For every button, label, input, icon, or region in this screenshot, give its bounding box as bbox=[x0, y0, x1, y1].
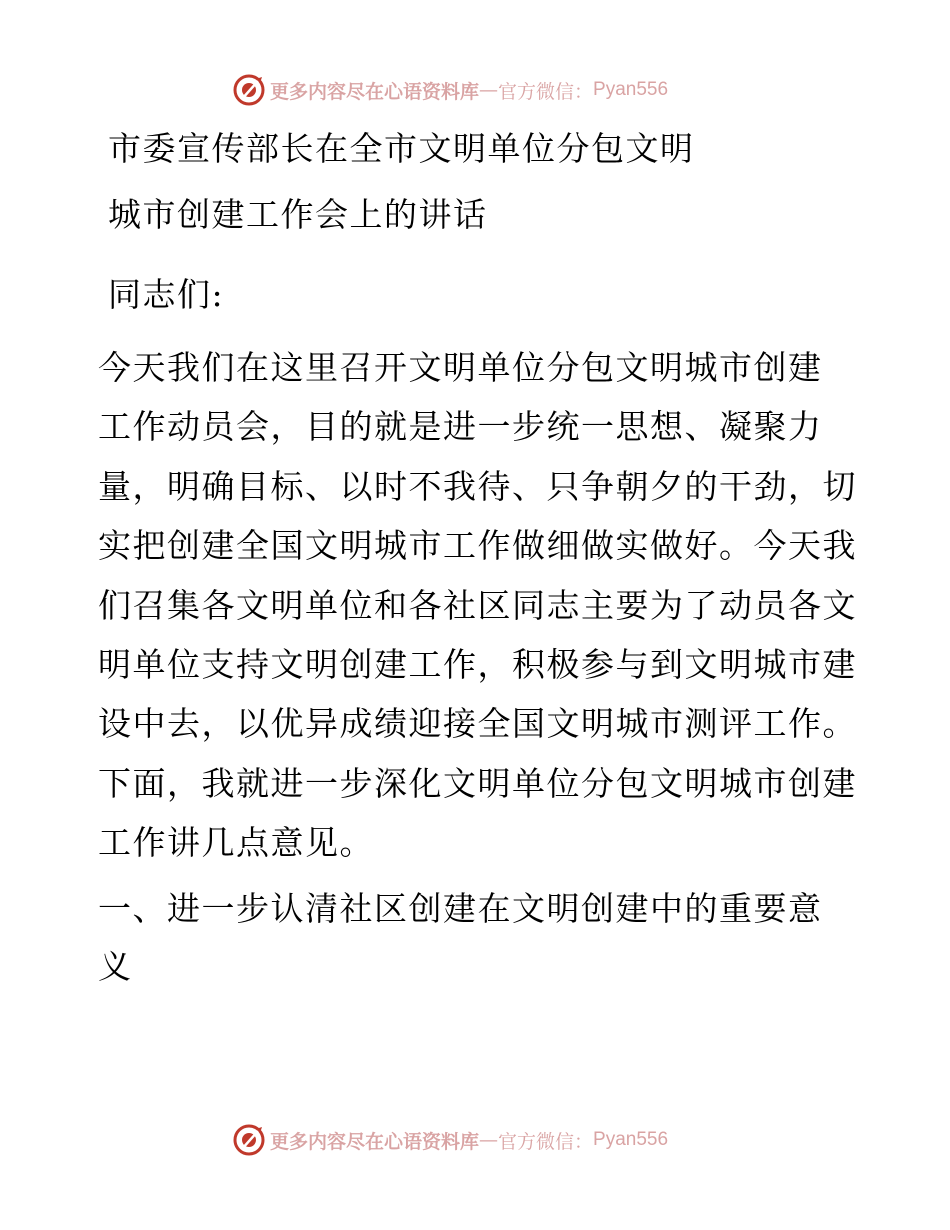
paragraph-line: 工作讲几点意见。 bbox=[98, 823, 374, 863]
banner-wechat-id: Pyan556 bbox=[593, 79, 669, 100]
section-heading-line: 一、进一步认清社区创建在文明创建中的重要意 bbox=[98, 889, 823, 928]
brand-logo-icon bbox=[232, 73, 266, 107]
section-heading-line: 义 bbox=[98, 947, 133, 986]
paragraph-line: 下面，我就进一步深化文明单位分包文明城市创建 bbox=[98, 763, 857, 803]
banner-main-text: 更多内容尽在心语资料库 bbox=[270, 1130, 480, 1153]
header-watermark bbox=[232, 70, 722, 110]
paragraph-line: 量，明确目标、以时不我待、只争朝夕的干劲，切 bbox=[98, 466, 857, 506]
paragraph-line: 们召集各文明单位和各社区同志主要为了动员各文 bbox=[98, 585, 857, 625]
footer-watermark bbox=[232, 1120, 722, 1160]
banner-official-text: 官方微信： bbox=[498, 1130, 594, 1153]
document-title-line-2: 城市创建工作会上的讲话 bbox=[108, 195, 488, 234]
document-title-line-1: 市委宣传部长在全市文明单位分包文明 bbox=[108, 129, 695, 168]
paragraph-line: 明单位支持文明创建工作，积极参与到文明城市建 bbox=[98, 644, 857, 684]
paragraph-line: 设中去，以优异成绩迎接全国文明城市测评工作。 bbox=[98, 704, 857, 744]
intro-paragraph bbox=[98, 338, 858, 873]
banner-main-text: 更多内容尽在心语资料库 bbox=[270, 80, 480, 103]
brand-logo-icon bbox=[232, 1123, 266, 1157]
paragraph-line: 工作动员会，目的就是进一步统一思想、凝聚力 bbox=[98, 407, 823, 447]
banner-wechat-id: Pyan556 bbox=[593, 1129, 669, 1150]
salutation: 同志们: bbox=[108, 275, 225, 314]
banner-dash: — bbox=[479, 1129, 499, 1151]
paragraph-line: 今天我们在这里召开文明单位分包文明城市创建 bbox=[98, 348, 823, 387]
section-heading bbox=[98, 880, 858, 996]
paragraph-line: 实把创建全国文明城市工作做细做实做好。今天我 bbox=[98, 526, 857, 566]
banner-official-text: 官方微信： bbox=[498, 80, 594, 103]
banner-dash: — bbox=[479, 79, 499, 101]
